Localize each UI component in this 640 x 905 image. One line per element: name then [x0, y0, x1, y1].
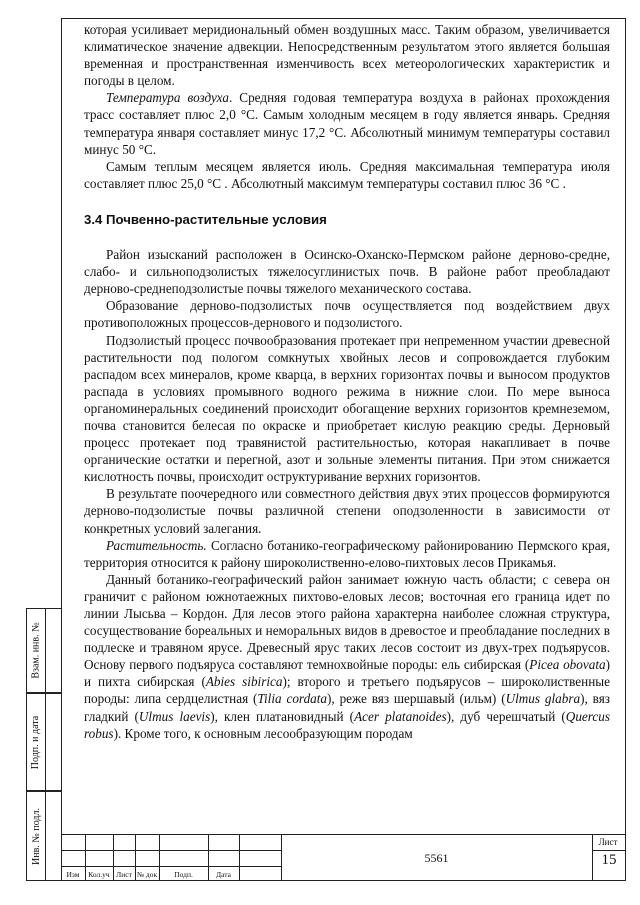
paragraph: [84, 537, 610, 571]
paragraph-text: ); второго и третьего подъярусов – широколиственные породы: липа сердцелистная (: [84, 674, 610, 707]
paragraph: [84, 571, 610, 742]
paragraph: которая усиливает меридиональный обмен воздушных масс. Таким образом, увеличивается климатическое значение адвекции. Непосредственным результатом этого является большая временная и пространственная изменчивость всех метеорологических характеристик и погоды в целом.: [84, 22, 610, 89]
paragraph-text: . Средняя годовая температура воздуха в районах прохождения трасс составляет плюс 2,0 °C. Самым холодным месяцем в году является январь. Средняя температура января составляет минус 17,2 °C. Абсолютный минимум температуры составил минус 50 °C.: [84, 90, 610, 157]
title-block-caption: № док: [136, 870, 158, 879]
sheet-label: Лист: [598, 837, 618, 847]
paragraph-text: ) и пихта сибирская (: [84, 657, 610, 690]
section-heading: 3.4 Почвенно-растительные условия: [84, 211, 327, 227]
paragraph: Образование дерново-подзолистых почв осуществляется под воздействием двух противоположных процессов-дернового и подзолистого.: [84, 298, 610, 331]
italic-term: Растительность.: [106, 537, 207, 553]
document-body: [84, 21, 610, 742]
paragraph: [84, 89, 610, 157]
paragraph-text: ). Кроме того, к основным лесообразующим породам: [113, 725, 413, 741]
paragraph: Самым теплым месяцем является июль. Средняя максимальная температура июля составляет плюс 25,0 °C . Абсолютный максимум температуры составил плюс 36 °C .: [84, 158, 610, 191]
paragraph: Подзолистый процесс почвообразования протекает при непременном участии древесной растительности под пологом сомкнутых хвойных лесов и сопровождается глубоким распадом всех минералов, кроме кварца, в верхних горизонтах почвы и выносом продуктов распада в условиях промывного водного режима в нижние слои. По мере выноса органоминеральных соединений происходит обогащение верхних горизонтов кремнеземом, почва становится белесая по окраске и приобретает кислую реакцию среды. Дерновый процесс протекает под травянистой растительностью, которая накапливает в почве органические остатки и перегной, азот и зольные элементы питания. При этом снижается кислотность почвы, происходит оструктуривание верхних горизонтов.: [84, 332, 610, 485]
paragraph-text: ), вяз гладкий (: [84, 691, 610, 724]
document-code: 5561: [424, 850, 449, 865]
paragraph: Район изысканий расположен в Осинско-Оханско-Пермском районе дерново-средне, слабо- и сильноподзолистых тяжелосуглинистых почв. В районе работ преобладают дерново-среднеподзолистые почвы тяжелого механического состава.: [84, 247, 610, 297]
paragraph-text: ), дуб черешчатый (: [446, 708, 566, 724]
paragraph-text: Согласно ботанико-географическому районированию Пермского края, территория относится к району широколиственно-елово-пихтовых лесов Прикамья.: [84, 537, 610, 570]
side-stamp-label: Подп. и дата: [30, 715, 42, 769]
paragraph-text: Данный ботанико-географический район занимает южную часть области; с севера он граничит с районом южнотаежных пихтово-еловых лесов; восточная его граница идет по линии Лысьва – Кордон. Для лесов этого района характерна наиболее сложная структура, сосуществование бореальных и неморальных видов в древостое и преобладание последних в подлеске и травяном ярусе. Древесный ярус таких лесов состоит из двух-трех подъярусов. Основу первого подъяруса составляют темнохвойные породы: ель сибирская (: [84, 571, 610, 673]
title-block-caption: Кол.уч: [88, 870, 110, 879]
side-stamp-label: Инв. № подл.: [30, 807, 42, 865]
paragraph-text: ), реже вяз шершавый (ильм) (: [327, 691, 506, 707]
side-stamp-podp: [26, 693, 62, 791]
latin-name: Ulmus laevis: [138, 708, 211, 724]
latin-name: Picea obovata: [529, 657, 606, 673]
sheet-number: 15: [601, 852, 617, 868]
title-block-caption: Подп.: [174, 870, 193, 879]
latin-name: Tilia cordata: [257, 691, 328, 707]
paragraph: В результате поочередного или совместного действия двух этих процессов формируются дерново-подзолистые почвы различной степени оподзоленности в зависимости от конкретных условий залегания.: [84, 486, 610, 536]
side-stamp-label: Взам. инв. №: [30, 622, 42, 679]
italic-term: Температура воздуха: [106, 90, 229, 106]
latin-name: Ulmus glabra: [505, 691, 581, 707]
side-stamp-vzam: [26, 608, 62, 693]
title-block-caption: Дата: [216, 870, 231, 879]
side-stamp-inv: [26, 791, 62, 881]
paragraph-text: ), клен платановидный (: [210, 708, 355, 724]
title-block-caption: Изм: [66, 870, 80, 879]
title-block: [61, 834, 626, 881]
title-block-caption: Лист: [116, 870, 132, 879]
latin-name: Quercus robus: [84, 708, 610, 741]
latin-name: Acer platanoides: [354, 708, 447, 724]
latin-name: Abies sibirica: [205, 674, 283, 690]
